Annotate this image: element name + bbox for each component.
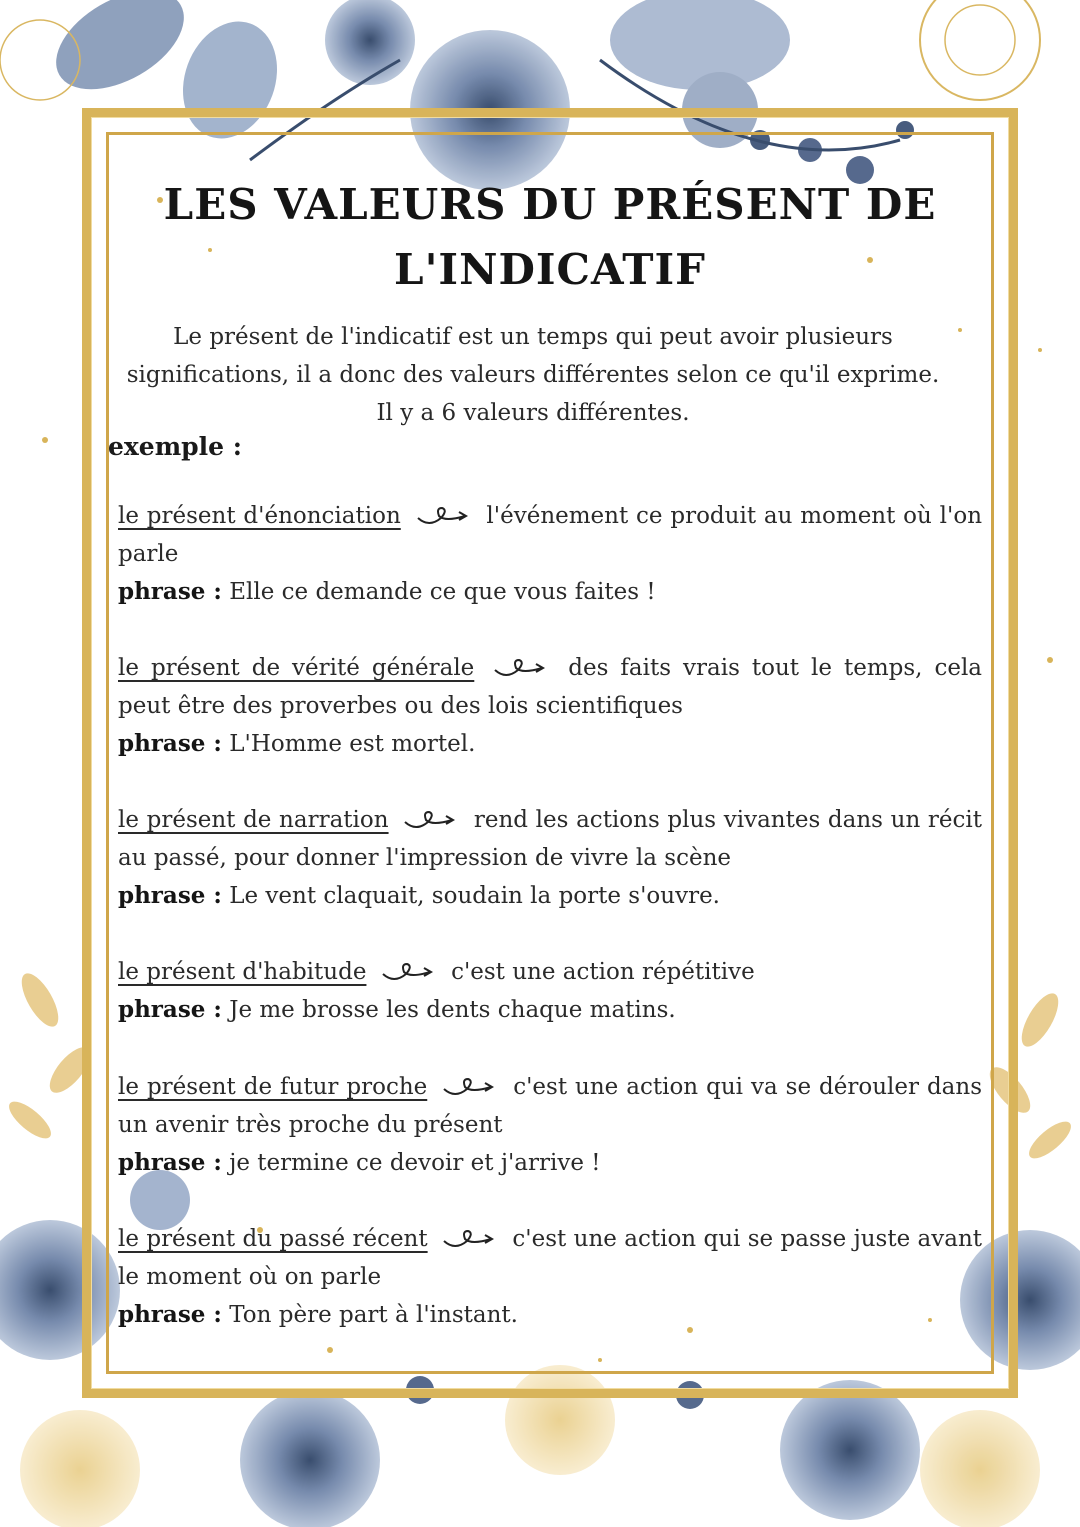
value-term: le présent du passé récent [118, 1226, 428, 1252]
value-entry [118, 801, 982, 915]
page-title-line-1: LES VALEURS DU PRÉSENT DE [163, 180, 937, 229]
intro-paragraph [108, 318, 958, 432]
phrase-label: phrase : [118, 1149, 222, 1176]
definition-line [118, 649, 982, 725]
example-phrase [118, 573, 982, 611]
value-definition: c'est une action répétitive [451, 959, 755, 985]
curly-arrow-icon [415, 504, 473, 526]
page-title-line-2: L'INDICATIF [394, 245, 706, 294]
value-entry [118, 1220, 982, 1334]
definition-line [118, 801, 982, 877]
definition-line [118, 497, 982, 573]
example-phrase [118, 1296, 982, 1334]
intro-line: Il y a 6 valeurs différentes. [376, 400, 690, 426]
curly-arrow-icon [441, 1075, 499, 1097]
example-phrase [118, 991, 982, 1029]
definition-line [118, 1220, 982, 1296]
value-entry [118, 1068, 982, 1182]
value-entry [118, 649, 982, 763]
curly-arrow-icon [380, 960, 438, 982]
curly-arrow-icon [441, 1227, 499, 1249]
value-definition: c'est une action qui se passe juste avant le moment où on parle [118, 1226, 983, 1290]
definition-line [118, 1068, 982, 1144]
example-phrase [118, 725, 982, 763]
value-term: le présent de futur proche [118, 1074, 428, 1100]
phrase-label: phrase : [118, 578, 222, 605]
value-term: le présent d'énonciation [118, 503, 401, 529]
value-term: le présent de vérité générale [118, 655, 475, 681]
example-phrase [118, 1144, 982, 1182]
value-definition: rend les actions plus vivantes dans un récit au passé, pour donner l'impression de vivre la scène [118, 807, 983, 871]
value-entry [118, 953, 982, 1029]
value-term: le présent d'habitude [118, 959, 367, 985]
value-entry [118, 497, 982, 611]
definition-line [118, 953, 982, 991]
phrase-text: Le vent claquait, soudain la porte s'ouvre. [229, 883, 720, 909]
phrase-text: Ton père part à l'instant. [229, 1302, 518, 1328]
phrase-text: Elle ce demande ce que vous faites ! [229, 579, 656, 605]
phrase-label: phrase : [118, 730, 222, 757]
phrase-label: phrase : [118, 1301, 222, 1328]
value-term: le présent de narration [118, 807, 389, 833]
curly-arrow-icon [492, 656, 550, 678]
phrase-label: phrase : [118, 882, 222, 909]
phrase-label: phrase : [118, 996, 222, 1023]
intro-line: significations, il a donc des valeurs différentes selon ce qu'il exprime. [126, 362, 940, 388]
intro-line: Le présent de l'indicatif est un temps qui peut avoir plusieurs [173, 324, 893, 350]
value-definition: c'est une action qui va se dérouler dans un avenir très proche du présent [118, 1074, 983, 1138]
example-phrase [118, 877, 982, 915]
phrase-text: L'Homme est mortel. [229, 731, 476, 757]
curly-arrow-icon [402, 808, 460, 830]
value-definition: des faits vrais tout le temps, cela peut être des proverbes ou des lois scientifiques [118, 655, 983, 719]
value-definition: l'événement ce produit au moment où l'on parle [118, 503, 983, 567]
phrase-text: Je me brosse les dents chaque matins. [229, 997, 676, 1023]
phrase-text: je termine ce devoir et j'arrive ! [229, 1150, 601, 1176]
exemple-label: exemple : [108, 432, 242, 461]
